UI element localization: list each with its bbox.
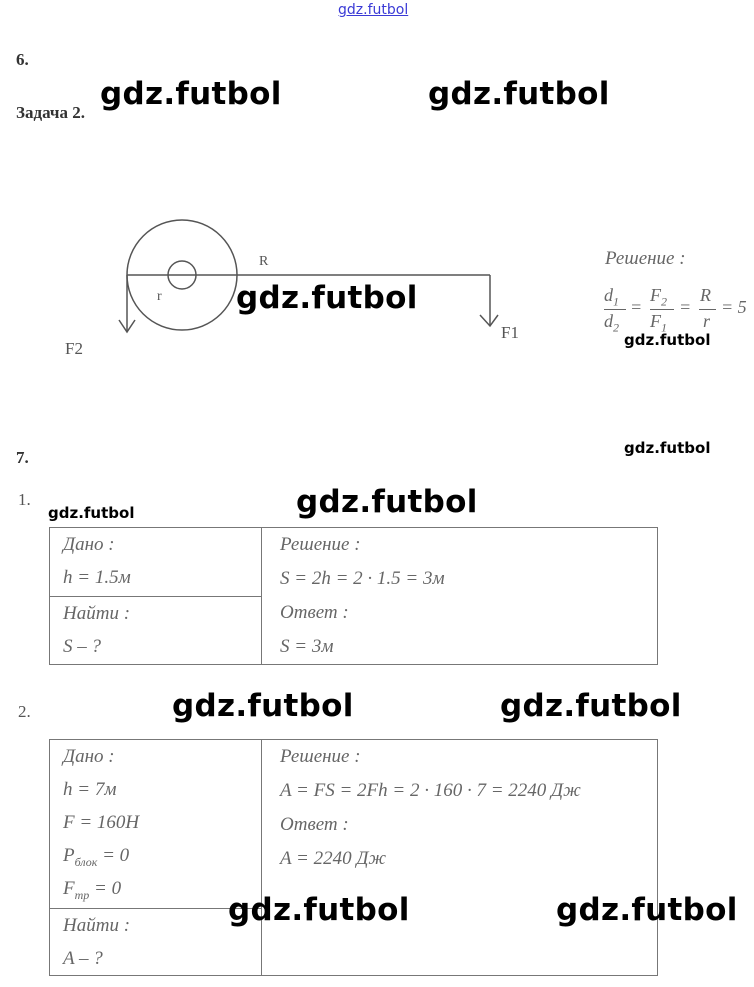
watermark: gdz.futbol	[48, 504, 135, 522]
formula-R: R	[700, 285, 711, 305]
p-block-value: = 0	[97, 845, 130, 866]
problem2-given-heading: Дано :	[63, 746, 115, 767]
problem2-answer-heading: Ответ :	[280, 814, 349, 835]
p-block-symbol: P	[63, 845, 75, 866]
problem2-answer: A = 2240 Дж	[280, 848, 387, 869]
watermark: gdz.futbol	[228, 892, 410, 928]
solution-heading-6: Решение :	[605, 248, 686, 269]
watermark: gdz.futbol	[624, 331, 711, 349]
problem2-given-F: F = 160Н	[63, 812, 140, 833]
diagram-label-r: r	[157, 289, 162, 304]
section-number-6: 6.	[16, 50, 29, 69]
watermark: gdz.futbol	[296, 484, 478, 520]
formula-d1: d	[604, 285, 613, 305]
problem1-table	[49, 527, 658, 665]
problem1-given-h: h = 1.5м	[63, 567, 131, 588]
problem2-solution-heading: Решение :	[280, 746, 361, 767]
problem1-find-heading: Найти :	[63, 602, 131, 624]
problem1-answer: S = 3м	[280, 636, 334, 657]
formula-F2: F	[650, 285, 661, 305]
problem1-answer-heading: Ответ :	[280, 602, 349, 623]
force-f1-arrow	[480, 315, 498, 326]
section-number-7: 7.	[16, 448, 29, 467]
problem2-solution: A = FS = 2Fh = 2 · 160 · 7 = 2240 Дж	[280, 780, 581, 801]
problem1-given-cell	[50, 528, 262, 597]
watermark: gdz.futbol	[428, 76, 610, 112]
formula-F1: F	[650, 311, 661, 331]
formula-d2: d	[604, 311, 613, 331]
problem1-given-heading: Дано :	[63, 534, 115, 555]
problem2-given-cell	[50, 740, 262, 909]
watermark: gdz.futbol	[172, 688, 354, 724]
watermark-top[interactable]: gdz.futbol	[338, 2, 409, 18]
formula-d1-sub: 1	[613, 294, 619, 309]
f-tr-symbol: F	[63, 878, 75, 899]
f-tr-sub: тр	[74, 887, 90, 902]
formula-F2-sub: 2	[661, 294, 667, 309]
watermark: gdz.futbol	[500, 688, 682, 724]
watermark: gdz.futbol	[624, 439, 711, 457]
diagram-label-F2: F2	[65, 339, 83, 358]
task-label: Задача 2.	[16, 103, 85, 122]
diagram-label-R: R	[259, 254, 269, 269]
fraction-bar-1	[604, 309, 626, 310]
problem2-given-p-block	[50, 839, 261, 872]
problem2-solution-cell	[262, 740, 658, 976]
fraction-bar-2	[650, 309, 674, 310]
problem2-given-h: h = 7м	[63, 779, 117, 800]
problem1-solution-heading: Решение :	[280, 534, 361, 555]
diagram-label-F1: F1	[501, 323, 519, 342]
formula-d2-sub: 2	[613, 320, 619, 335]
problem2-find-heading: Найти :	[63, 915, 131, 936]
problem1-find-cell	[50, 596, 262, 665]
problem2-find: A – ?	[63, 948, 103, 969]
formula-r: r	[703, 311, 711, 331]
p-block-sub: блок	[74, 854, 98, 869]
problem2-number: 2.	[18, 702, 31, 721]
watermark: gdz.futbol	[556, 892, 738, 928]
watermark: gdz.futbol	[100, 76, 282, 112]
formula-result: = 5	[721, 297, 747, 317]
f-tr-value: = 0	[89, 878, 122, 899]
problem1-solution-cell	[262, 528, 658, 665]
problem1-number: 1.	[18, 490, 31, 509]
problem2-table	[49, 739, 658, 976]
fraction-bar-3	[699, 309, 716, 310]
problem1-solution: S = 2h = 2 · 1.5 = 3м	[280, 568, 445, 589]
formula-F1-sub: 1	[661, 320, 667, 335]
ratio-formula: $d_1$ $d_2$ = $F_2$ $F_1$ = R r = 5	[604, 285, 747, 335]
watermark: gdz.futbol	[236, 280, 418, 316]
problem1-find: S – ?	[63, 635, 101, 657]
